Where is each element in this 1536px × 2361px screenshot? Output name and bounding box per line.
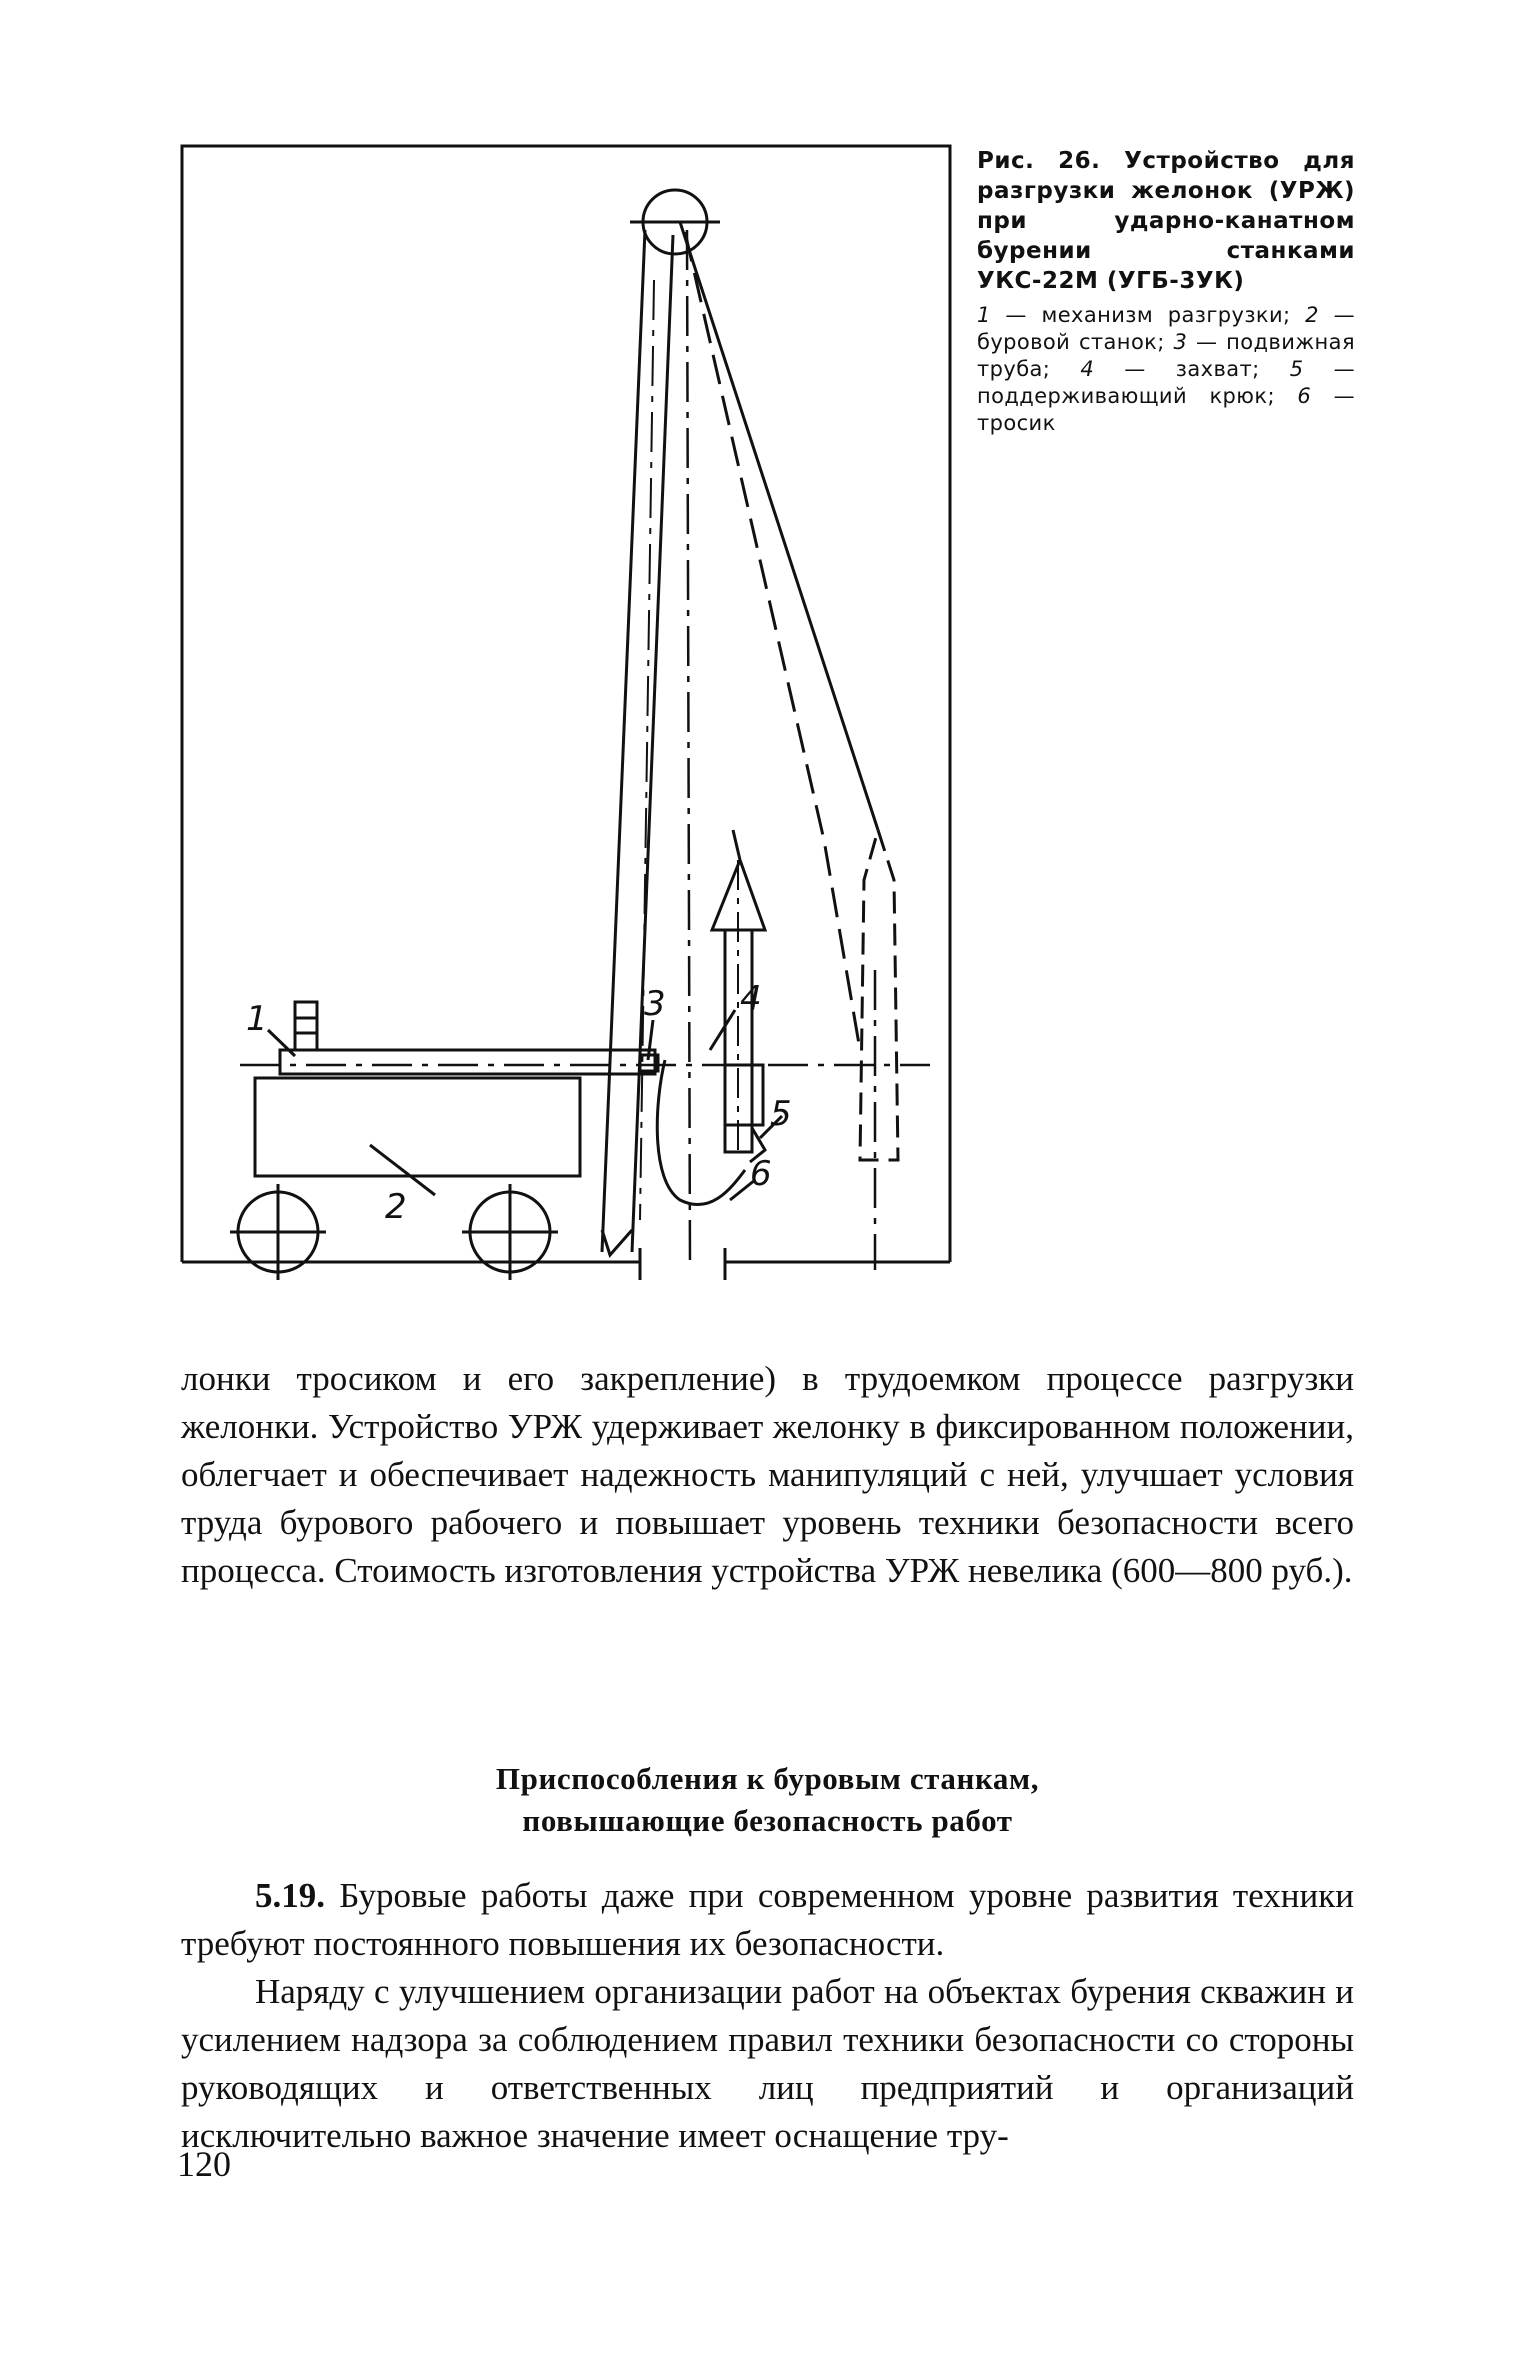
- drilling-machine-body: [255, 1078, 580, 1176]
- callout-1: 1: [246, 999, 268, 1039]
- callout-2: 2: [385, 1187, 407, 1227]
- mechanism-1: [295, 1002, 317, 1050]
- legend-text: — механизм разгрузки;: [1005, 303, 1306, 327]
- paragraph-continuation: лонки тросиком и его закрепление) в трудоемком процессе разгрузки желонки. Устройство УРЖ удерживает желонку в фиксированном положении, облегчает и обеспечивает надежность манипуляций с ней, улучшает условия труда бурового рабочего и повышает уровень техники безопасности всего процесса. Стоимость изготовления устройства УРЖ невелика (600—800 руб.).: [181, 1359, 1354, 1590]
- paragraph-next: Наряду с улучшением организации работ на объектах бурения скважин и усилением надзора за соблюдением правил техники безопасности со стороны руководящих и ответственных лиц предприятий и организаций исключительно важное значение имеет оснащение тру-: [181, 1972, 1354, 2155]
- paragraph-text: Буровые работы даже при современном уровне развития техники требуют постоянного повышения их безопасности.: [181, 1876, 1354, 1963]
- figure-drilling-rig: [170, 140, 960, 1270]
- section-heading: [181, 1758, 1354, 1842]
- callout-3: 3: [644, 984, 666, 1024]
- legend-num: 2: [1305, 303, 1334, 327]
- legend-num: 3: [1173, 330, 1196, 354]
- rig-schematic: [170, 140, 960, 1270]
- legend-text: — тросик: [977, 384, 1355, 435]
- legend-num: 5: [1289, 357, 1334, 381]
- caption-title: Рис. 26. Устройство для разгрузки желонок (УРЖ) при ударно-канатном бурении станками УКС-22М (УГБ-3УК): [977, 148, 1355, 294]
- paragraph-5-19: [181, 1872, 1354, 1968]
- legend-num: 6: [1297, 384, 1334, 408]
- legend-text: — захват;: [1124, 357, 1290, 381]
- grip: [725, 1065, 763, 1125]
- callout-4: 4: [740, 979, 762, 1019]
- page-number: 120: [177, 2144, 231, 2184]
- mechanism-beam: [280, 1050, 655, 1074]
- callout-6: 6: [750, 1154, 772, 1194]
- small-cable: [657, 1060, 745, 1205]
- figure-frame: [182, 146, 950, 1262]
- caption-legend: [977, 302, 1355, 437]
- legend-num: 4: [1080, 357, 1125, 381]
- axis-vertical-center: [687, 230, 690, 1270]
- callout-5: 5: [770, 1094, 792, 1134]
- rope-main: [680, 222, 878, 830]
- legend-text: — буровой станок;: [977, 303, 1355, 354]
- rope-dashed: [685, 232, 860, 1050]
- paragraph-number: 5.19.: [255, 1876, 325, 1915]
- heading-line-2: повышающие безопасность работ: [522, 1803, 1013, 1838]
- figure-caption: [977, 146, 1355, 437]
- legend-text: — подвижная труба;: [977, 330, 1355, 381]
- legend-text: — поддерживающий крюк;: [977, 357, 1355, 408]
- legend-num: 1: [977, 303, 1006, 327]
- bailer-dashed: [860, 830, 898, 1160]
- heading-line-1: Приспособления к буровым станкам,: [495, 1761, 1040, 1796]
